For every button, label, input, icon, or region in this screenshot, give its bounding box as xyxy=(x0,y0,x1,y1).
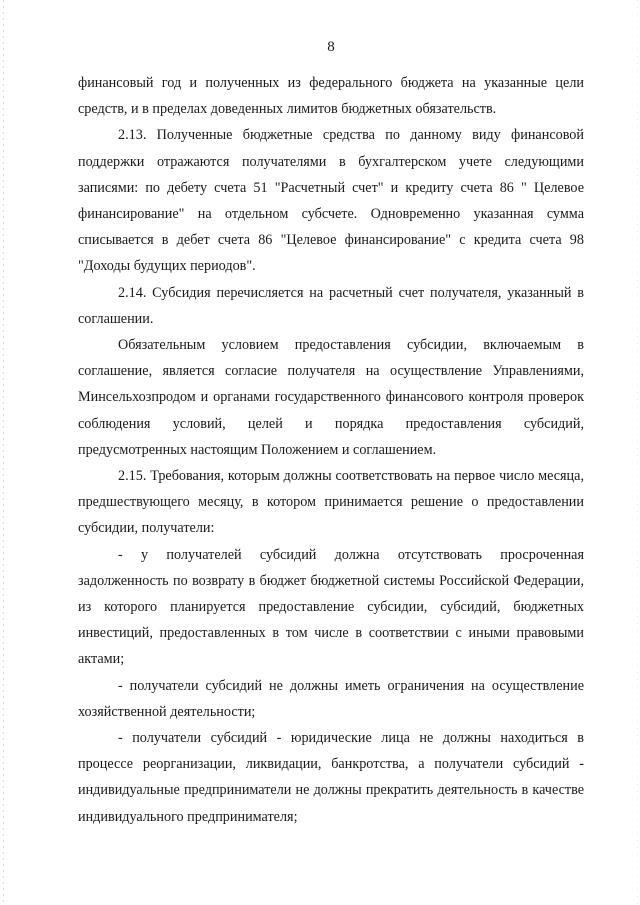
list-item-no-overdue-debt: - у получателей субсидий должна отсутствовать просроченная задолженность по возврату в бюджет бюджетной системы Российской Федерации, из которого планируется предоставление субсидии, субсидий, бюджетных инвестиций, предоставленных в том числе в соответствии с иными правовыми актами; xyxy=(78,546,584,668)
page-number: 8 xyxy=(327,39,335,55)
list-item-no-restrictions: - получатели субсидий не должны иметь ограничения на осуществление хозяйственной деятельности; xyxy=(78,677,584,720)
paragraph-2-13: 2.13. Полученные бюджетные средства по данному виду финансовой поддержки отражаются получателями в бухгалтерском учете следующими записями: по дебету счета 51 "Расчетный счет" и кредиту счета 86 " Целевое финансирование" на отдельном субсчете. Одновременно указанная сумма списывается в дебет счета 86 "Целевое финансирование" с кредита счета 98 "Доходы будущих периодов". xyxy=(78,127,584,275)
paragraph-2-14: 2.14. Субсидия перечисляется на расчетный счет получателя, указанный в соглашении. xyxy=(78,284,584,327)
scan-edge-right xyxy=(637,0,638,905)
scan-edge-left xyxy=(3,0,4,905)
paragraph-continuation: финансовый год и полученных из федерального бюджета на указанные цели средств, и в пределах доведенных лимитов бюджетных обязательств. xyxy=(78,75,584,118)
document-page xyxy=(78,38,584,830)
paragraph-2-15: 2.15. Требования, которым должны соответствовать на первое число месяца, предшествующего месяцу, в котором принимается решение о предоставлении субсидии, получатели: xyxy=(78,468,584,537)
list-item-no-reorganization: - получатели субсидий - юридические лица не должны находиться в процессе реорганизации, ликвидации, банкротства, а получатели субсидий - индивидуальные предприниматели не должны прекратить деятельность в качестве индивидуального предпринимателя; xyxy=(78,730,584,825)
paragraph-mandatory-condition: Обязательным условием предоставления субсидии, включаемым в соглашение, является согласие получателя на осуществление Управлениями, Минсельхозпродом и органами государственного финансового контроля проверок соблюдения условий, целей и порядка предоставления субсидий, предусмотренных настоящим Положением и соглашением. xyxy=(78,337,584,458)
